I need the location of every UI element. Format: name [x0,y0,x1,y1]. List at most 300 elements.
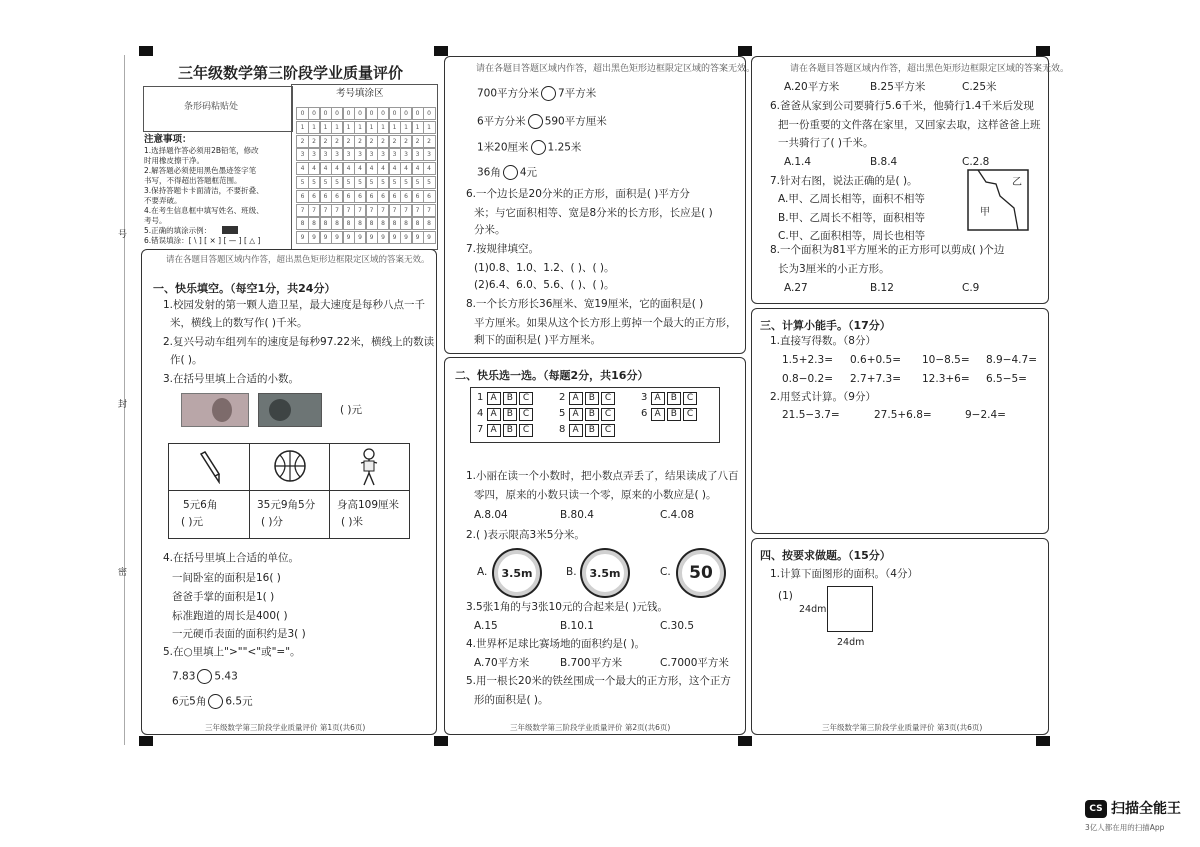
sticker-label: 条形码粘贴处 [184,102,239,112]
exam-number-bubble[interactable]: 0 [296,107,309,120]
question-text: 米；与它面积相等、宽是8分米的长方形，长应是( ) [474,207,713,219]
square-figure [827,586,873,632]
exam-number-bubble[interactable]: 9 [342,231,355,244]
choice-answer-group [559,392,617,405]
exam-number-bubble[interactable]: 0 [400,107,413,120]
exam-number-bubble[interactable]: 7 [319,204,332,217]
exam-number-bubble[interactable]: 3 [319,148,332,161]
calc-item: 9−2.4= [965,409,1006,421]
exam-number-bubble[interactable]: 9 [400,231,413,244]
page-footer: 三年级数学第三阶段学业质量评价 第3页(共6页) [822,723,983,732]
exam-number-bubble[interactable]: 5 [308,176,321,189]
answer-note: 请在各题目答题区域内作答，超出黑色矩形边框限定区域的答案无效。 [476,64,756,74]
option: B.25平方米 [870,81,926,93]
exam-number-bubble[interactable]: 7 [342,204,355,217]
exam-number-bubble[interactable]: 1 [377,121,390,134]
compare-left: 6元5角 [172,695,207,708]
question-text: 一共骑行了( )千米。 [778,137,874,149]
choice-bubble[interactable]: C [519,424,533,437]
note-line: 2.解答题必须使用黑色墨迹签字笔 [144,166,257,175]
choice-answer-group [477,408,535,421]
table-divider [329,444,330,538]
option: C.30.5 [660,620,695,632]
exam-number-bubble[interactable]: 3 [377,148,390,161]
exam-number-bubble[interactable]: 5 [388,176,401,189]
exam-number-bubble[interactable]: 3 [365,148,378,161]
exam-number-bubble[interactable]: 8 [319,217,332,230]
exam-number-bubble[interactable]: 7 [377,204,390,217]
calc-item: 10−8.5= [922,354,970,366]
compare-item [477,165,537,180]
exam-number-bubble[interactable]: 4 [308,162,321,175]
answer-note: 请在各题目答题区域内作答，超出黑色矩形边框限定区域的答案无效。 [166,255,430,265]
calc-item: 8.9−4.7= [986,354,1037,366]
exam-number-bubble[interactable]: 0 [354,107,367,120]
choice-bubble[interactable]: A [651,408,665,421]
choice-number: 2 [559,392,569,403]
question-text: (1) [778,590,793,602]
exam-number-bubble[interactable]: 4 [354,162,367,175]
exam-number-bubble[interactable]: 6 [388,190,401,203]
question-text: 分米。 [474,224,506,236]
option: A.15 [474,620,498,632]
choice-bubble[interactable]: B [667,392,681,405]
question-text: 3.5张1角的与3张10元的合起来是( )元钱。 [466,601,668,613]
choice-bubble[interactable]: A [487,424,501,437]
exam-number-bubble[interactable]: 9 [319,231,332,244]
choice-bubble[interactable]: C [519,392,533,405]
exam-number-bubble[interactable]: 8 [308,217,321,230]
question-text: 2.( )表示限高3米5分米。 [466,529,585,541]
exam-number-bubble[interactable]: 8 [423,217,436,230]
choice-number: 3 [641,392,651,403]
exam-number-bubble[interactable]: 1 [308,121,321,134]
registration-mark [434,736,448,746]
basketball-icon [273,449,307,483]
exam-number-bubble[interactable]: 2 [342,135,355,148]
exam-number-bubble[interactable]: 3 [331,148,344,161]
exam-number-bubble[interactable]: 6 [331,190,344,203]
compare-right: 590平方厘米 [544,115,607,128]
choice-bubble[interactable]: B [585,408,599,421]
question-text: 5.在○里填上">""<"或"="。 [163,646,301,658]
exam-number-bubble[interactable]: 3 [308,148,321,161]
exam-number-bubble[interactable]: 7 [296,204,309,217]
choice-bubble[interactable]: A [569,392,583,405]
option: A.甲、乙周长相等，面积不相等 [778,193,925,205]
note-line: 考号。 [144,216,167,225]
calc-item: 0.8−0.2= [782,373,833,385]
question-text: 平方厘米。如果从这个长方形上剪掉一个最大的正方形， [474,317,737,329]
question-text: 6.一个边长是20分米的正方形，面积是( )平方分 [466,188,690,200]
exam-number-bubble[interactable]: 3 [296,148,309,161]
exam-number-bubble[interactable]: 7 [411,204,424,217]
question-text: (1)0.8、1.0、1.2、( )、( )。 [474,262,615,274]
table-cell: 身高109厘米 [337,499,400,511]
exam-number-bubble[interactable]: 3 [354,148,367,161]
compare-right: 7平方米 [558,87,597,100]
exam-number-bubble[interactable]: 3 [342,148,355,161]
exam-number-bubble[interactable]: 5 [400,176,413,189]
exam-number-bubble[interactable]: 5 [423,176,436,189]
compare-left: 700平方分米 [477,87,540,100]
option: A.1.4 [784,156,812,168]
portrait-shape [212,398,232,422]
exam-number-bubble[interactable]: 9 [388,231,401,244]
question-text: 标准跑道的周长是400( ) [172,610,288,622]
exam-number-bubble[interactable]: 3 [423,148,436,161]
exam-number-bubble[interactable]: 2 [319,135,332,148]
exam-number-bubble[interactable]: 1 [423,121,436,134]
exam-number-bubble[interactable]: 0 [319,107,332,120]
exam-number-grid [291,84,438,250]
calc-item: 1.5+2.3= [782,354,833,366]
exam-number-bubble[interactable]: 7 [423,204,436,217]
exam-number-bubble[interactable]: 7 [365,204,378,217]
girl-icon [355,447,383,487]
exam-number-bubble[interactable]: 1 [331,121,344,134]
exam-number-bubble[interactable]: 6 [423,190,436,203]
choice-answer-group [641,408,699,421]
option: B.80.4 [560,509,594,521]
compare-circle[interactable] [531,140,546,155]
exam-number-bubble[interactable]: 2 [388,135,401,148]
question-text: 作( )。 [170,354,203,366]
choice-bubble[interactable]: C [601,424,615,437]
sign-text: 50 [689,563,713,583]
exam-number-bubble[interactable]: 6 [377,190,390,203]
correct-fill-sample [222,226,238,234]
pen-icon [197,450,223,484]
choice-bubble[interactable]: A [487,408,501,421]
choice-bubble[interactable]: C [683,408,697,421]
exam-number-bubble[interactable]: 8 [365,217,378,230]
question-text: 1.计算下面图形的面积。（4分） [770,568,918,580]
note-line: 1.选择题作答必须用2B铅笔，修改 [144,146,259,155]
note-line: 4.在考生信息框中填写姓名、班级、 [144,206,264,215]
exam-number-bubble[interactable]: 4 [342,162,355,175]
note-line: 3.保持答题卡卡面清洁，不要折叠、 [144,186,264,195]
exam-number-bubble[interactable]: 7 [331,204,344,217]
exam-number-bubble[interactable]: 4 [319,162,332,175]
exam-number-bubble[interactable]: 8 [342,217,355,230]
compare-circle[interactable] [541,86,556,101]
exam-fill-label: 考号填涂区 [336,88,384,99]
page-footer: 三年级数学第三阶段学业质量评价 第1页(共6页) [205,723,366,732]
exam-number-bubble[interactable]: 8 [411,217,424,230]
question-text: 1.直接写得数。（8分） [770,335,876,347]
exam-number-bubble[interactable]: 2 [411,135,424,148]
question-text: 7.针对右图，说法正确的是( )。 [770,175,918,187]
figure-label: 乙 [1012,177,1022,188]
question-text: 2.用竖式计算。（9分） [770,391,876,403]
option-label: B. [566,566,577,578]
option-label: C. [660,566,671,578]
option: B.8.4 [870,156,898,168]
exam-number-bubble[interactable]: 6 [365,190,378,203]
option: B.10.1 [560,620,594,632]
calc-item: 2.7+7.3= [850,373,901,385]
exam-number-bubble[interactable]: 0 [377,107,390,120]
exam-number-bubble[interactable]: 0 [331,107,344,120]
exam-number-bubble[interactable]: 5 [377,176,390,189]
exam-number-bubble[interactable]: 6 [411,190,424,203]
exam-number-bubble[interactable]: 7 [400,204,413,217]
barcode-sticker-area [143,86,293,132]
compare-circle[interactable] [197,669,212,684]
registration-mark [738,736,752,746]
exam-number-bubble[interactable]: 0 [388,107,401,120]
exam-number-bubble[interactable]: 5 [365,176,378,189]
question-text: 1.小丽在读一个小数时，把小数点弄丢了，结果读成了八百 [466,470,739,482]
portrait-shape [269,399,291,421]
exam-number-bubble[interactable]: 5 [331,176,344,189]
exam-number-bubble[interactable]: 6 [342,190,355,203]
exam-number-bubble[interactable]: 9 [354,231,367,244]
question-text: 8.一个面积为81平方厘米的正方形可以剪成( )个边 [770,244,1005,256]
exam-number-bubble[interactable]: 2 [400,135,413,148]
margin-mark: 密 [118,568,128,578]
brand-tagline: 3亿人都在用的扫描App [1085,823,1165,832]
exam-number-bubble[interactable]: 9 [377,231,390,244]
choice-bubble[interactable]: A [487,392,501,405]
exam-number-bubble[interactable]: 8 [354,217,367,230]
exam-number-bubble[interactable]: 4 [388,162,401,175]
choice-bubble[interactable]: A [569,424,583,437]
registration-mark [738,46,752,56]
exam-number-bubble[interactable]: 3 [411,148,424,161]
exam-number-bubble[interactable]: 6 [296,190,309,203]
exam-number-bubble[interactable]: 9 [365,231,378,244]
exam-number-bubble[interactable]: 9 [423,231,436,244]
registration-mark [139,46,153,56]
question-text: 8.一个长方形长36厘米、宽19厘米，它的面积是( ) [466,298,704,310]
exam-number-bubble[interactable]: 4 [411,162,424,175]
option: C.4.08 [660,509,695,521]
exam-number-bubble[interactable]: 2 [423,135,436,148]
exam-number-bubble[interactable]: 8 [331,217,344,230]
choice-bubble[interactable]: C [601,408,615,421]
exam-number-bubble[interactable]: 1 [354,121,367,134]
exam-number-bubble[interactable]: 7 [388,204,401,217]
calc-item: 6.5−5= [986,373,1027,385]
compare-left: 1米20厘米 [477,141,529,154]
compare-right: 1.25米 [547,141,582,154]
exam-number-bubble[interactable]: 5 [342,176,355,189]
choice-answer-group [641,392,699,405]
notes-title: 注意事项： [144,134,192,145]
exam-number-bubble[interactable]: 7 [308,204,321,217]
choice-bubble[interactable]: C [519,408,533,421]
exam-number-bubble[interactable]: 1 [365,121,378,134]
option: A.20平方米 [784,81,840,93]
calc-item: 21.5−3.7= [782,409,840,421]
choice-bubble[interactable]: C [601,392,615,405]
margin-mark: 号 [118,230,128,240]
exam-number-bubble[interactable]: 8 [296,217,309,230]
question-text: 一元硬币表面的面积约是3( ) [172,628,306,640]
side-label: 24dm [837,637,865,648]
choice-bubble[interactable]: B [503,424,517,437]
compare-item [477,86,596,101]
question-text: 6.爸爸从家到公司要骑行5.6千米，他骑行1.4千米后发现 [770,100,1034,112]
table-cell: ( )元 [181,516,204,528]
exam-number-bubble[interactable]: 4 [331,162,344,175]
exam-number-bubble[interactable]: 3 [400,148,413,161]
choice-bubble[interactable]: B [503,408,517,421]
exam-number-bubble[interactable]: 6 [319,190,332,203]
exam-number-bubble[interactable]: 1 [342,121,355,134]
option: C.甲、乙面积相等，周长也相等 [778,230,926,242]
section1-title: 一、快乐填空。（每空1分，共24分） [153,282,336,295]
table-cell: ( )分 [261,516,284,528]
exam-number-bubble[interactable]: 5 [354,176,367,189]
exam-number-bubble[interactable]: 9 [296,231,309,244]
choice-bubble[interactable]: A [651,392,665,405]
exam-number-bubble[interactable]: 2 [331,135,344,148]
registration-mark [1036,736,1050,746]
exam-number-bubble[interactable]: 6 [354,190,367,203]
compare-item [172,694,253,709]
figure-label: 甲 [980,207,990,218]
choice-number: 8 [559,424,569,435]
exam-number-bubble[interactable]: 5 [319,176,332,189]
compare-right: 5.43 [214,670,238,683]
option: C.9 [962,282,980,294]
choice-bubble[interactable]: C [683,392,697,405]
section3-title: 三、计算小能手。（17分） [760,319,891,332]
calc-item: 0.6+0.5= [850,354,901,366]
choice-bubble[interactable]: B [503,392,517,405]
exam-number-bubble[interactable]: 0 [308,107,321,120]
exam-number-bubble[interactable]: 3 [388,148,401,161]
exam-number-bubble[interactable]: 2 [365,135,378,148]
table-divider [169,490,409,491]
speed-limit-sign [678,550,724,596]
question-text: (2)6.4、6.0、5.6、( )、( )。 [474,279,615,291]
exam-number-bubble[interactable]: 5 [296,176,309,189]
exam-number-bubble[interactable]: 4 [365,162,378,175]
exam-number-bubble[interactable]: 4 [377,162,390,175]
section2-title: 二、快乐选一选。（每题2分，共16分） [455,369,649,382]
exam-number-bubble[interactable]: 2 [377,135,390,148]
calc-item: 27.5+6.8= [874,409,932,421]
choice-number: 1 [477,392,487,403]
banknote-image [181,393,249,427]
items-table [168,443,410,539]
exam-number-bubble[interactable]: 6 [308,190,321,203]
option: A.70平方米 [474,657,530,669]
choice-number: 6 [641,408,651,419]
table-divider [249,444,250,538]
option-label: A. [477,566,488,578]
exam-number-bubble[interactable]: 1 [400,121,413,134]
compare-right: 6.5元 [225,695,253,708]
compare-item [477,140,581,155]
exam-number-bubble[interactable]: 1 [388,121,401,134]
question-text: 把一份重要的文件落在家里，又回家去取，这样爸爸上班 [778,119,1041,131]
exam-number-bubble[interactable]: 8 [377,217,390,230]
choice-answer-group [559,424,617,437]
exam-number-bubble[interactable]: 1 [319,121,332,134]
exam-number-bubble[interactable]: 0 [423,107,436,120]
choice-number: 4 [477,408,487,419]
compare-circle[interactable] [208,694,223,709]
margin-mark: 封 [118,400,128,410]
calc-item: 12.3+6= [922,373,970,385]
height-limit-sign [582,550,628,596]
exam-number-bubble[interactable]: 1 [296,121,309,134]
sign-text: 3.5m [589,566,621,580]
height-limit-sign [494,550,540,596]
question-text: 爸爸手掌的面积是1( ) [172,591,275,603]
exam-number-bubble[interactable]: 2 [308,135,321,148]
exam-number-bubble[interactable]: 4 [400,162,413,175]
cs-logo-icon: CS [1085,800,1107,818]
question-text: 一间卧室的面积是16( ) [172,572,281,584]
option: B.700平方米 [560,657,623,669]
exam-number-bubble[interactable]: 9 [308,231,321,244]
table-cell: ( )米 [341,516,364,528]
compare-circle[interactable] [503,165,518,180]
option: B.甲、乙周长不相等，面积相等 [778,212,926,224]
side-label: 24dm [799,604,827,615]
exam-number-bubble[interactable]: 2 [296,135,309,148]
choice-number: 5 [559,408,569,419]
exam-number-bubble[interactable]: 9 [411,231,424,244]
exam-number-bubble[interactable]: 9 [331,231,344,244]
exam-number-bubble[interactable]: 0 [365,107,378,120]
exam-number-bubble[interactable]: 6 [400,190,413,203]
choice-bubble[interactable]: B [667,408,681,421]
exam-number-bubble[interactable]: 8 [400,217,413,230]
compare-left: 7.83 [172,670,196,683]
question-text: 5.用一根长20米的铁丝围成一个最大的正方形，这个正方 [466,675,731,687]
exam-number-bubble[interactable]: 2 [354,135,367,148]
question-text: 4.世界杯足球比赛场地的面积约是( )。 [466,638,646,650]
compare-circle[interactable] [528,114,543,129]
question-text: 4.在括号里填上合适的单位。 [163,552,300,564]
question-text: 形的面积是( )。 [474,694,549,706]
money-answer: ( )元 [340,404,363,416]
exam-number-bubble[interactable]: 0 [411,107,424,120]
choice-answer-grid [470,387,720,443]
note-line: 6.错误填涂：[ \ ] [ × ] [ — ] [ △ ] [144,236,261,245]
option: A.27 [784,282,808,294]
choice-number: 7 [477,424,487,435]
choice-bubble[interactable]: A [569,408,583,421]
brand-name: 扫描全能王 [1111,801,1181,817]
exam-number-bubble[interactable]: 7 [354,204,367,217]
registration-mark [139,736,153,746]
exam-number-bubble[interactable]: 5 [411,176,424,189]
note-line: 不要弄破。 [144,196,182,205]
question-text: 1.校园发射的第一颗人造卫星，最大速度是每秒八点一千 [163,299,426,311]
exam-number-bubble[interactable]: 0 [342,107,355,120]
page-title: 三年级数学第三阶段学业质量评价 [178,64,404,82]
exam-number-bubble[interactable]: 4 [296,162,309,175]
choice-bubble[interactable]: B [585,424,599,437]
question-text: 3.在括号里填上合适的小数。 [163,373,300,385]
question-text: 7.按规律填空。 [466,243,540,255]
page-footer: 三年级数学第三阶段学业质量评价 第2页(共6页) [510,723,671,732]
exam-number-bubble[interactable]: 4 [423,162,436,175]
exam-number-bubble[interactable]: 8 [388,217,401,230]
option: C.25米 [962,81,997,93]
choice-bubble[interactable]: B [585,392,599,405]
section4-title: 四、按要求做题。（15分） [760,549,891,562]
exam-number-bubble[interactable]: 1 [411,121,424,134]
